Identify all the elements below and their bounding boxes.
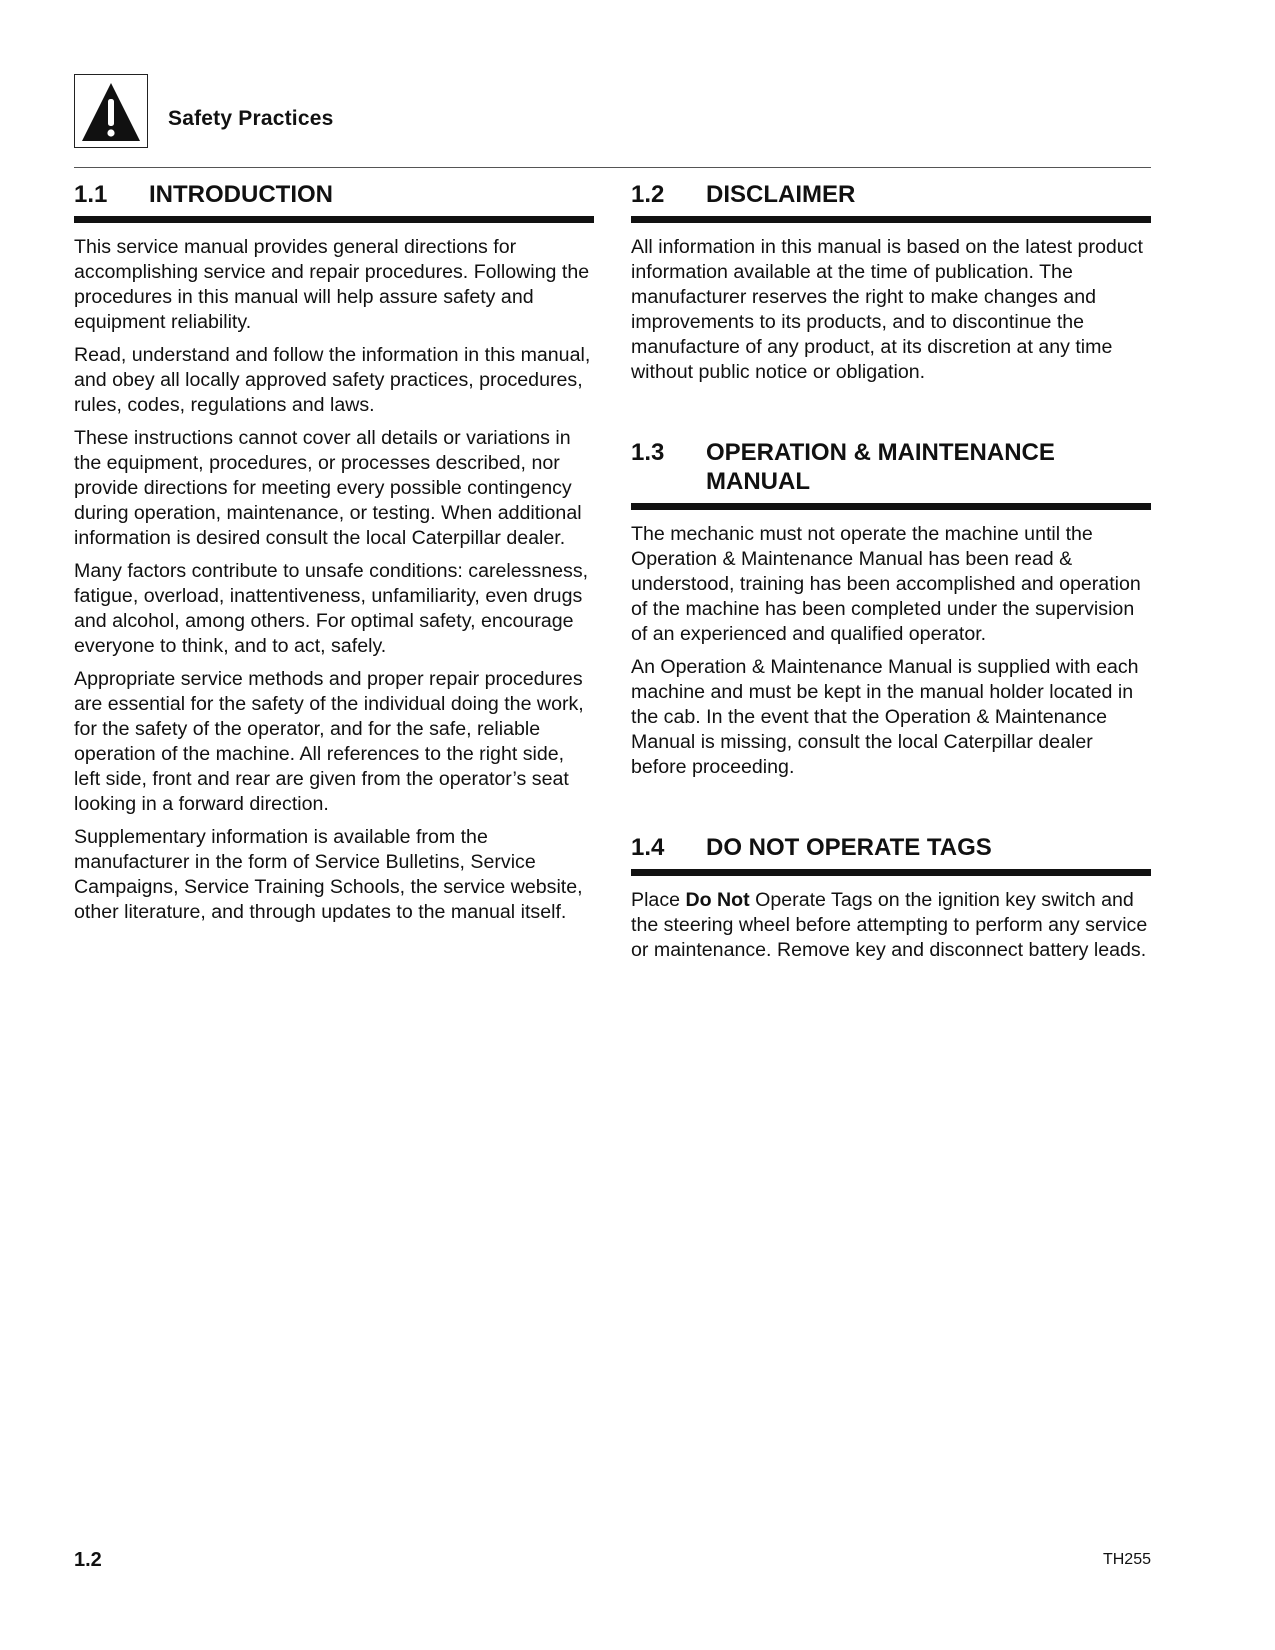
- page-header-title: Safety Practices: [168, 107, 334, 130]
- section-disclaimer: [631, 180, 1151, 385]
- section-number: 1.1: [74, 181, 108, 208]
- paragraph: These instructions cannot cover all details or variations in the equipment, procedures, or processes described, nor provide directions for meeting every possible contingency during operation, maintenance, or testing. When additional information is desired consult the local Caterpillar dealer.: [74, 427, 582, 549]
- paragraph: An Operation & Maintenance Manual is supplied with each machine and must be kept in the manual holder located in the cab. In the event that the Operation & Maintenance Manual is missing, consult the local Caterpillar dealer before proceeding.: [631, 656, 1139, 778]
- section-body: [631, 876, 1151, 963]
- header-divider: [74, 167, 1151, 168]
- section-title: DO NOT OPERATE TAGS: [706, 834, 992, 861]
- warning-triangle-icon: [74, 74, 148, 148]
- section-operation-maintenance-manual: [631, 438, 1151, 780]
- section-title: OPERATION & MAINTENANCE MANUAL: [706, 439, 1055, 495]
- text-run: Place: [631, 889, 686, 911]
- section-do-not-operate-tags: [631, 833, 1151, 963]
- paragraph: Appropriate service methods and proper repair procedures are essential for the safety of the individual doing the work, for the safety of the operator, and for the safe, reliable operation of the machine. All references to the right side, left side, front and rear are given from the operator’s seat looking in a forward direction.: [74, 668, 584, 815]
- paragraph: Many factors contribute to unsafe conditions: carelessness, fatigue, overload, inattentiveness, unfamiliarity, even drugs and alcohol, among others. For optimal safety, encourage everyone to think, and to act, safely.: [74, 560, 589, 657]
- section-title: INTRODUCTION: [149, 181, 333, 208]
- paragraph: Supplementary information is available from the manufacturer in the form of Service Bulletins, Service Campaigns, Service Training Schools, the service website, other literature, and through updates to the manual itself.: [74, 826, 583, 923]
- section-heading: [631, 833, 1151, 876]
- section-heading: [74, 180, 594, 223]
- section-number: 1.4: [631, 834, 665, 861]
- section-heading: [631, 438, 1151, 510]
- section-number: 1.2: [631, 181, 665, 208]
- document-code: TH255: [1102, 1551, 1151, 1568]
- section-number: 1.3: [631, 439, 665, 466]
- right-column: [631, 180, 1151, 971]
- section-body: [74, 223, 594, 925]
- paragraph: This service manual provides general directions for accomplishing service and repair procedures. Following the procedures in this manual will help assure safety and equipment reliability.: [74, 236, 590, 333]
- paragraph: Read, understand and follow the information in this manual, and obey all locally approved safety practices, procedures, rules, codes, regulations and laws.: [74, 344, 591, 416]
- left-column: [74, 180, 594, 933]
- section-body: [631, 510, 1151, 780]
- text-run: Operate Tags on the ignition key switch and the steering wheel before attempting to perform any service or maintenance. Remove key and disconnect battery leads.: [631, 889, 1148, 961]
- paragraph: [631, 888, 1151, 963]
- page-number: 1.2: [74, 1549, 102, 1571]
- section-title: DISCLAIMER: [706, 181, 856, 208]
- section-heading: [631, 180, 1151, 223]
- section-body: [631, 223, 1151, 385]
- paragraph: The mechanic must not operate the machine until the Operation & Maintenance Manual has been read & understood, training has been accomplished and operation of the machine has been completed under the supervision of an experienced and qualified operator.: [631, 523, 1141, 645]
- section-introduction: [74, 180, 594, 925]
- paragraph: All information in this manual is based on the latest product information available at the time of publication. The manufacturer reserves the right to make changes and improvements to its products, and to discontinue the manufacture of any product, at its discretion at any time without public notice or obligation.: [631, 236, 1143, 383]
- bold-text: Do Not: [685, 889, 750, 911]
